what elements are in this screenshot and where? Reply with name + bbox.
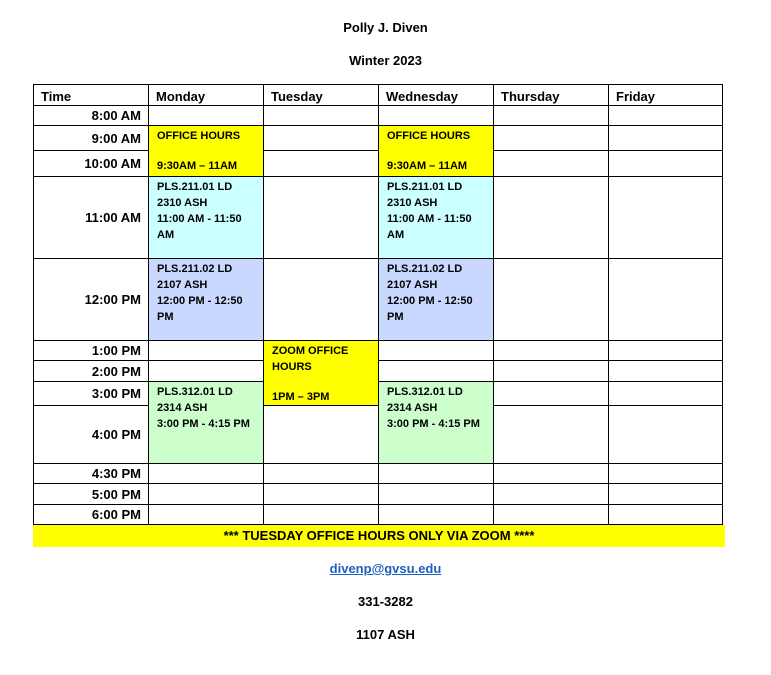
thursday-4pm-cell (493, 405, 609, 464)
monday-office-hours (148, 125, 264, 177)
friday-6pm-cell (608, 504, 723, 525)
time-10am: 10:00 AM (33, 150, 149, 177)
monday-pls312-01 (148, 381, 264, 464)
thursday-12pm-cell (493, 258, 609, 341)
course-room: 2314 ASH (157, 402, 208, 414)
header-friday: Friday (608, 84, 723, 106)
header-tuesday: Tuesday (263, 84, 379, 106)
tuesday-zoom-office-hours (263, 340, 379, 406)
course-time: 3:00 PM - 4:15 PM (157, 418, 250, 430)
course-code: PLS.211.01 LD (387, 181, 463, 193)
time-3pm: 3:00 PM (33, 381, 149, 406)
friday-5pm-cell (608, 483, 723, 505)
friday-3pm-cell (608, 381, 723, 406)
thursday-8am-cell (493, 105, 609, 126)
wednesday-6pm-cell (378, 504, 494, 525)
time-5pm: 5:00 PM (33, 483, 149, 505)
course-code: PLS.211.02 LD (157, 263, 233, 275)
tuesday-12pm-cell (263, 258, 379, 341)
time-8am: 8:00 AM (33, 105, 149, 126)
office-hours-time: 9:30AM – 11AM (387, 160, 468, 172)
thursday-2pm-cell (493, 360, 609, 382)
office-hours-label: OFFICE HOURS (157, 130, 241, 142)
office-location: 1107 ASH (356, 627, 415, 642)
header-time: Time (33, 84, 149, 106)
monday-8am-cell (148, 105, 264, 126)
friday-4pm-cell (608, 405, 723, 464)
tuesday-5pm-cell (263, 483, 379, 505)
thursday-430pm-cell (493, 463, 609, 484)
friday-1pm-cell (608, 340, 723, 361)
monday-430pm-cell (148, 463, 264, 484)
thursday-9am-cell (493, 125, 609, 151)
time-2pm: 2:00 PM (33, 360, 149, 382)
tuesday-9am-cell (263, 125, 379, 151)
wednesday-office-hours (378, 125, 494, 177)
course-room: 2107 ASH (387, 279, 438, 291)
time-9am: 9:00 AM (33, 125, 149, 151)
tuesday-8am-cell (263, 105, 379, 126)
wednesday-1pm-cell (378, 340, 494, 361)
course-room: 2107 ASH (157, 279, 208, 291)
time-6pm: 6:00 PM (33, 504, 149, 525)
wednesday-pls211-02 (378, 258, 494, 341)
tuesday-10am-cell (263, 150, 379, 177)
phone-number: 331-3282 (358, 594, 413, 609)
course-time: 11:00 AM - 11:50 AM (387, 213, 472, 241)
office-hours-time: 9:30AM – 11AM (157, 160, 238, 172)
time-430pm: 4:30 PM (33, 463, 149, 484)
course-code: PLS.211.01 LD (157, 181, 233, 193)
time-1pm: 1:00 PM (33, 340, 149, 361)
thursday-5pm-cell (493, 483, 609, 505)
monday-1pm-cell (148, 340, 264, 361)
email-link[interactable]: divenp@gvsu.edu (329, 561, 442, 576)
zoom-notice-banner: *** TUESDAY OFFICE HOURS ONLY VIA ZOOM **** (33, 525, 725, 547)
tuesday-4pm-cell (263, 405, 379, 464)
zoom-hours-time: 1PM – 3PM (272, 391, 330, 403)
course-time: 12:00 PM - 12:50 PM (387, 295, 473, 323)
tuesday-6pm-cell (263, 504, 379, 525)
tuesday-11am-cell (263, 176, 379, 259)
wednesday-8am-cell (378, 105, 494, 126)
term-title: Winter 2023 (349, 53, 422, 68)
course-time: 11:00 AM - 11:50 AM (157, 213, 242, 241)
header-monday: Monday (148, 84, 264, 106)
course-code: PLS.312.01 LD (387, 386, 463, 398)
thursday-3pm-cell (493, 381, 609, 406)
office-hours-label: OFFICE HOURS (387, 130, 471, 142)
header-thursday: Thursday (493, 84, 609, 106)
monday-6pm-cell (148, 504, 264, 525)
zoom-hours-label: ZOOM OFFICE HOURS (272, 345, 349, 373)
friday-12pm-cell (608, 258, 723, 341)
friday-9am-cell (608, 125, 723, 151)
wednesday-2pm-cell (378, 360, 494, 382)
friday-10am-cell (608, 150, 723, 177)
wednesday-pls312-01 (378, 381, 494, 464)
course-time: 3:00 PM - 4:15 PM (387, 418, 480, 430)
course-code: PLS.211.02 LD (387, 263, 463, 275)
tuesday-430pm-cell (263, 463, 379, 484)
course-room: 2310 ASH (157, 197, 208, 209)
time-11am: 11:00 AM (33, 176, 149, 259)
monday-5pm-cell (148, 483, 264, 505)
course-room: 2314 ASH (387, 402, 438, 414)
monday-pls211-02 (148, 258, 264, 341)
monday-pls211-01 (148, 176, 264, 259)
friday-8am-cell (608, 105, 723, 126)
thursday-6pm-cell (493, 504, 609, 525)
thursday-11am-cell (493, 176, 609, 259)
thursday-10am-cell (493, 150, 609, 177)
thursday-1pm-cell (493, 340, 609, 361)
wednesday-5pm-cell (378, 483, 494, 505)
schedule-table (33, 84, 723, 525)
header-wednesday: Wednesday (378, 84, 494, 106)
course-room: 2310 ASH (387, 197, 438, 209)
monday-2pm-cell (148, 360, 264, 382)
wednesday-430pm-cell (378, 463, 494, 484)
friday-430pm-cell (608, 463, 723, 484)
course-code: PLS.312.01 LD (157, 386, 233, 398)
friday-2pm-cell (608, 360, 723, 382)
wednesday-pls211-01 (378, 176, 494, 259)
course-time: 12:00 PM - 12:50 PM (157, 295, 243, 323)
time-4pm: 4:00 PM (33, 405, 149, 464)
friday-11am-cell (608, 176, 723, 259)
time-12pm: 12:00 PM (33, 258, 149, 341)
instructor-name: Polly J. Diven (343, 20, 428, 35)
